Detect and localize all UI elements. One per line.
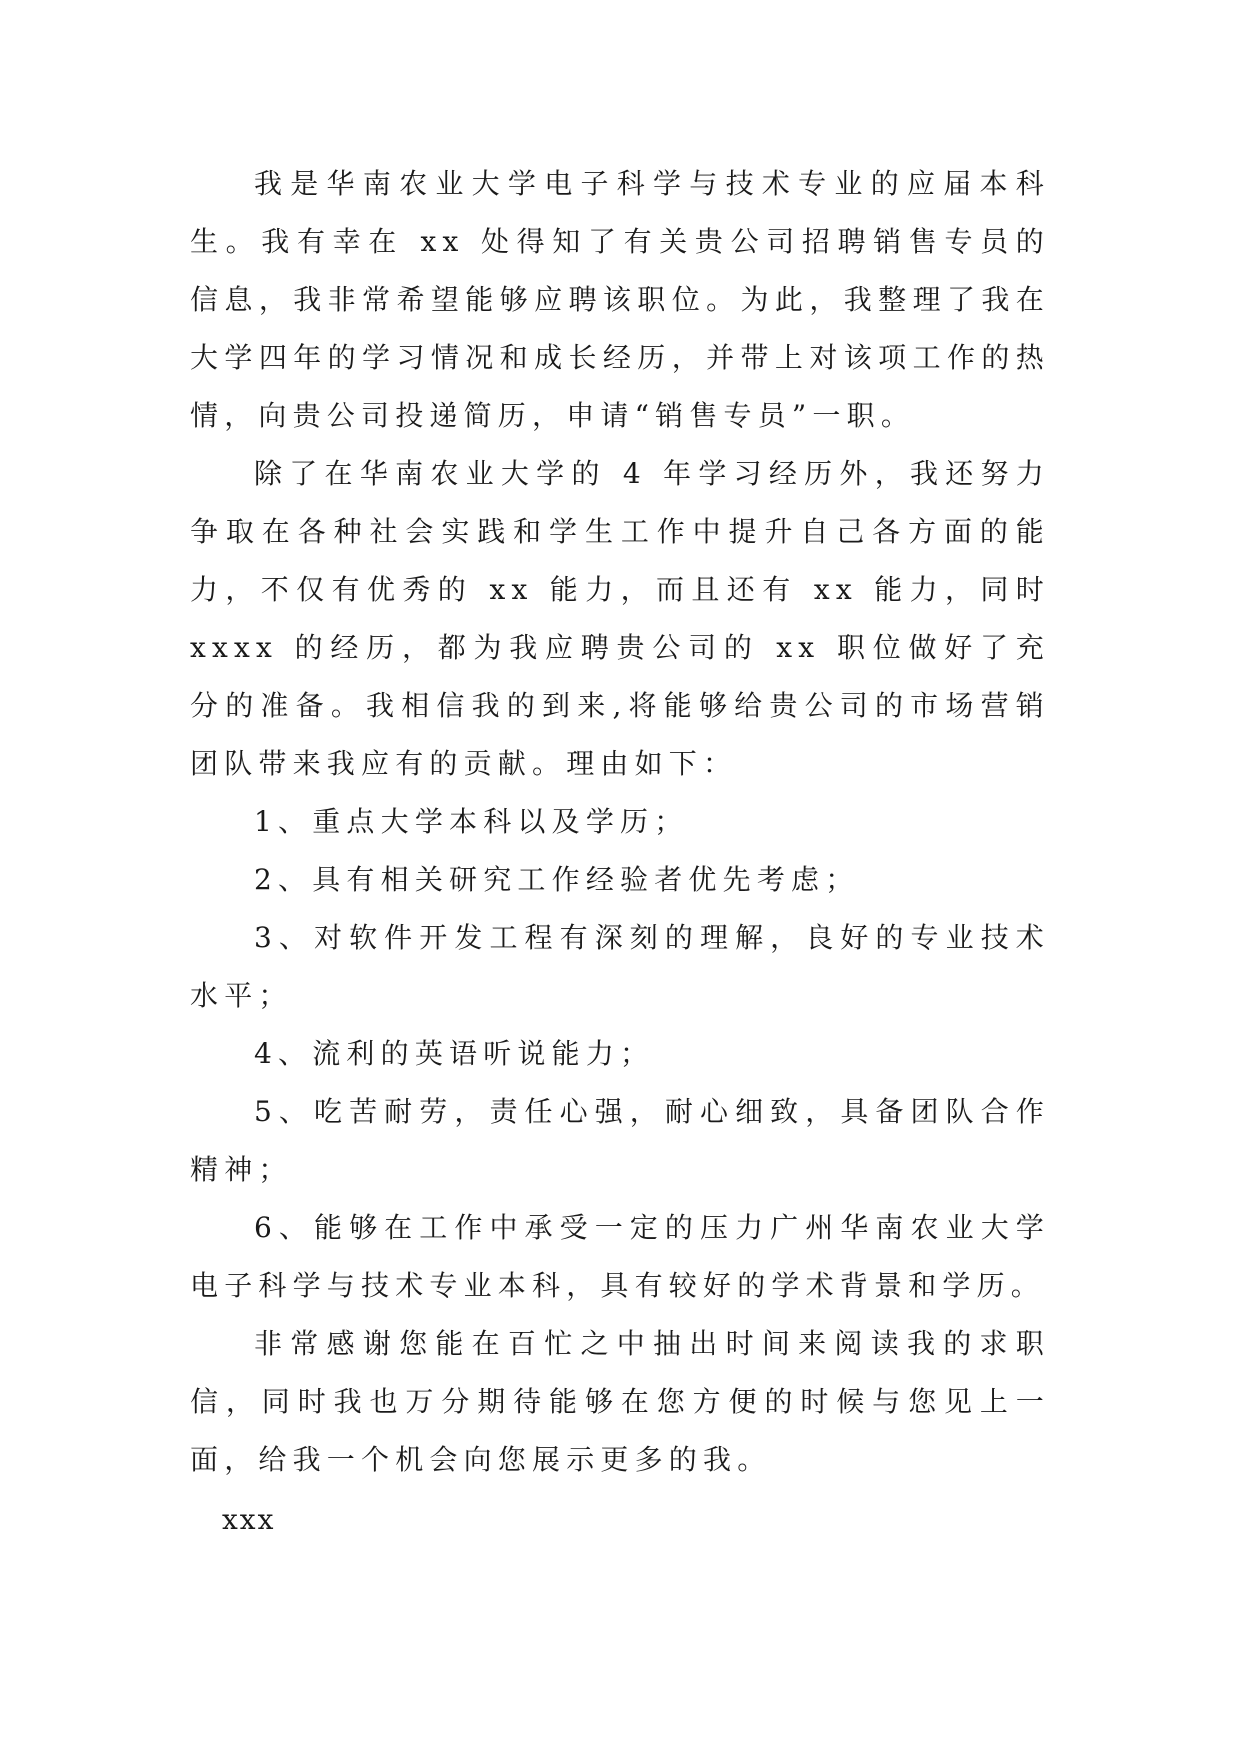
list-item: 2、具有相关研究工作经验者优先考虑；	[254, 863, 860, 896]
list-item: 4、流利的英语听说能力；	[254, 1037, 655, 1070]
paragraph-experience: 除了在华南农业大学的 4 年学习经历外，我还努力争取在各种社会实践和学生工作中提升自己各方面的能力，不仅有优秀的 xx 能力，而且还有 xx 能力，同时 xxxx 的经历，都为我应聘贵公司的 xx 职位做好了充分的准备。我相信我的到来,将能够给贵公司的市场营销团队带来我应有的贡献。理由如下：	[190, 457, 1050, 780]
list-item: 6、能够在工作中承受一定的压力广州华南农业大学电子科学与技术专业本科，具有较好的学术背景和学历。	[190, 1211, 1050, 1302]
paragraph-closing: 非常感谢您能在百忙之中抽出时间来阅读我的求职信，同时我也万分期待能够在您方便的时候与您见上一面，给我一个机会向您展示更多的我。	[190, 1327, 1050, 1476]
list-item: 3、对软件开发工程有深刻的理解，良好的专业技术水平；	[190, 921, 1050, 1012]
signature: xxx	[222, 1503, 276, 1536]
list-item: 5、吃苦耐劳，责任心强，耐心细致，具备团队合作精神；	[190, 1095, 1050, 1186]
letter-body	[190, 155, 1050, 1489]
paragraph-intro: 我是华南农业大学电子科学与技术专业的应届本科生。我有幸在 xx 处得知了有关贵公司招聘销售专员的信息，我非常希望能够应聘该职位。为此，我整理了我在大学四年的学习情况和成长经历，并带上对该项工作的热情，向贵公司投递简历，申请“销售专员”一职。	[190, 167, 1050, 432]
list-item: 1、重点大学本科以及学历；	[254, 805, 689, 838]
